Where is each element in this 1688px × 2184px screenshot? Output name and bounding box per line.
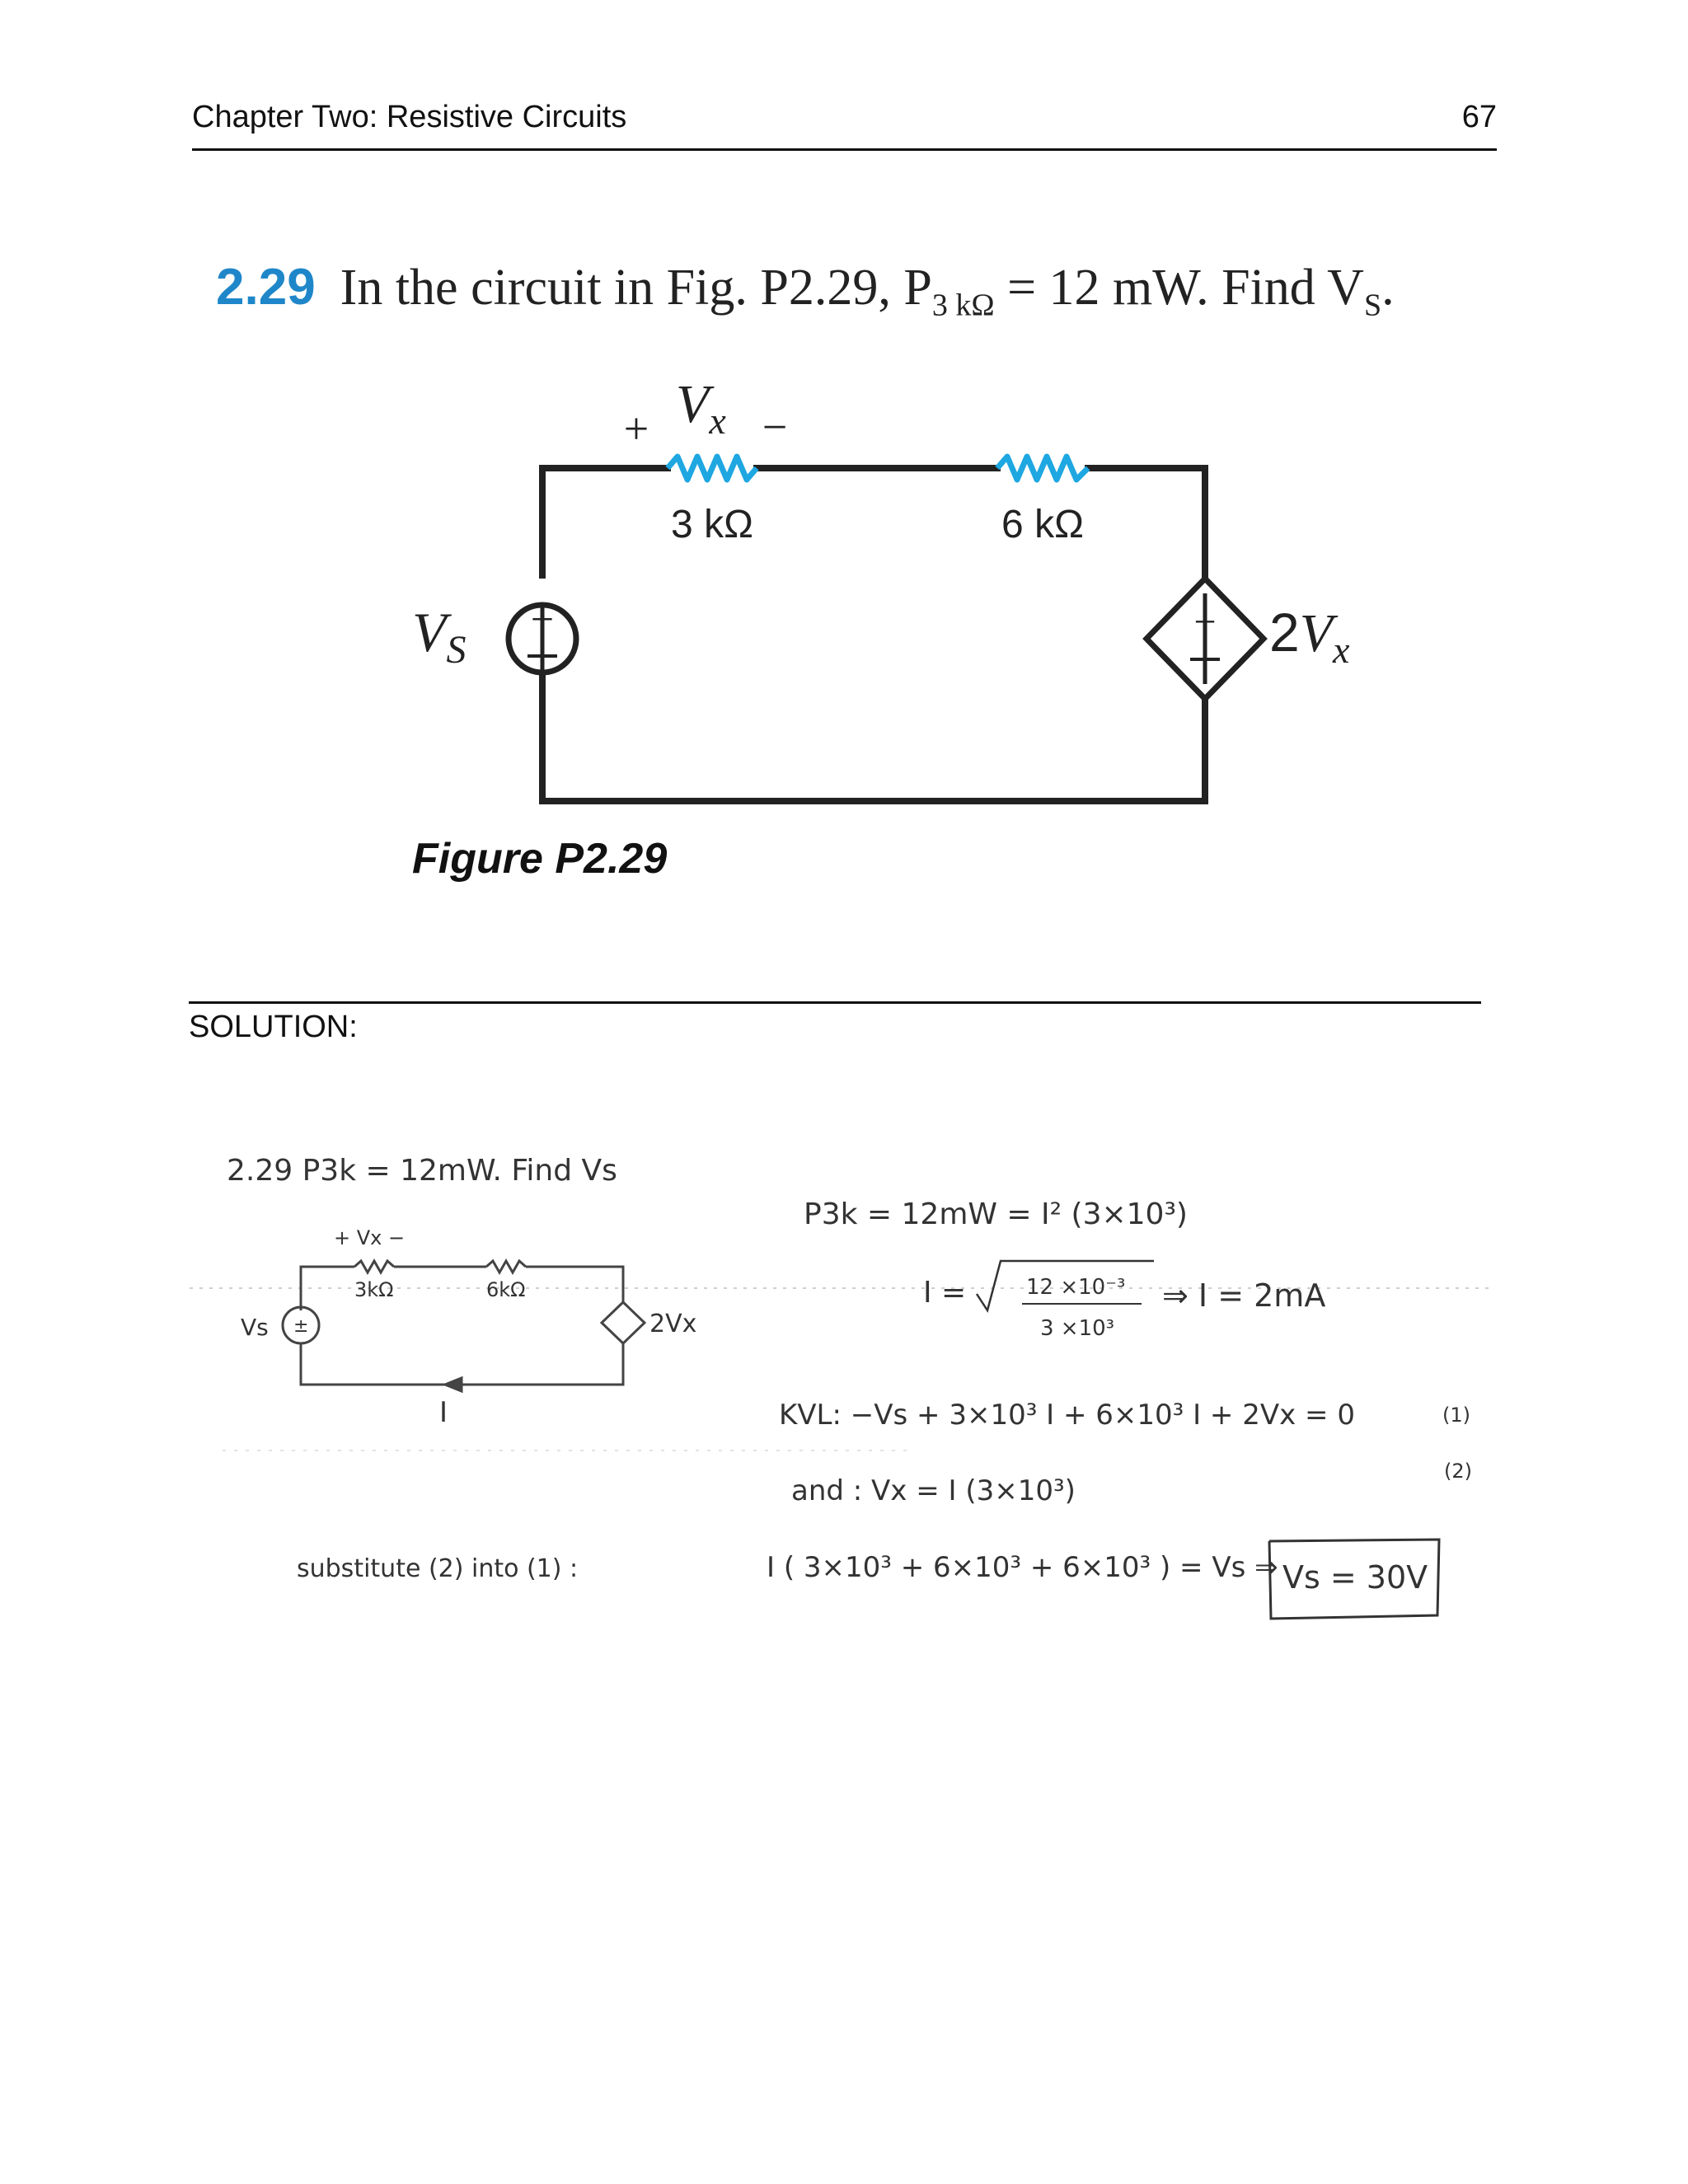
hw-and-line: and : Vx = I (3×10³) (791, 1474, 1076, 1507)
svg-text:+: + (530, 596, 555, 642)
vx-minus: − (762, 402, 788, 452)
svg-text:±: ± (293, 1316, 309, 1337)
circuit-figure (363, 371, 1401, 832)
hw-line2-den: 3 ×10³ (1040, 1316, 1115, 1341)
hw-answer: Vs = 30V (1282, 1559, 1428, 1596)
problem-statement (216, 259, 1395, 323)
problem-number: 2.29 (216, 259, 316, 316)
hw-line2-num: 12 ×10⁻³ (1026, 1275, 1126, 1300)
problem-end: . (1381, 260, 1395, 316)
hw-sketch-dep: 2Vx (649, 1310, 697, 1338)
dependent-source-label: $2V_x$ (1269, 602, 1350, 671)
right-top-wire (1088, 468, 1205, 579)
dependent-source (1146, 579, 1264, 699)
power-subscript: 3 kΩ (931, 288, 995, 323)
hw-title: 2.29 P3k = 12mW. Find Vs (227, 1154, 617, 1188)
hw-sketch-current: I (439, 1396, 448, 1429)
hw-circuit-sketch (283, 1261, 645, 1391)
svg-text:+: + (1193, 600, 1217, 644)
bottom-wire (542, 699, 1205, 801)
page-number: 67 (1461, 100, 1497, 134)
hw-line2-lhs: I = (923, 1276, 967, 1310)
vs-label: $V_S$ (412, 601, 467, 672)
problem-text-before: In the circuit in Fig. P2.29, P (340, 260, 932, 316)
vs-subscript: S (1363, 288, 1382, 323)
handwritten-solution (0, 1137, 1688, 1673)
problem-text-after: = 12 mW. Find V (994, 260, 1364, 316)
hw-eq2-tag: (2) (1444, 1460, 1472, 1483)
hw-line1: P3k = 12mW = I² (3×10³) (804, 1197, 1188, 1231)
chapter-title: Chapter Two: Resistive Circuits (192, 100, 627, 134)
resistor-6k-label: 6 kΩ (1001, 503, 1084, 546)
hw-sketch-r1: 3kΩ (354, 1278, 394, 1301)
resistor-3k (668, 457, 757, 480)
hw-sketch-r2: 6kΩ (486, 1278, 526, 1301)
hw-substitute-eq: I ( 3×10³ + 6×10³ + 6×10³ ) = Vs ⇒ (767, 1551, 1278, 1584)
resistor-6k (997, 457, 1088, 480)
independent-source (509, 596, 576, 673)
hw-eq1-tag: (1) (1442, 1404, 1470, 1427)
hw-sketch-vs: Vs (241, 1314, 269, 1341)
figure-caption: Figure P2.29 (412, 835, 668, 883)
hw-kvl: KVL: −Vs + 3×10³ I + 6×10³ I + 2Vx = 0 (779, 1399, 1355, 1432)
resistor-3k-label: 3 kΩ (671, 503, 753, 546)
hw-line2-result: ⇒ I = 2mA (1162, 1277, 1326, 1314)
vx-plus: + (623, 404, 649, 453)
hw-substitute-label: substitute (2) into (1) : (297, 1554, 579, 1583)
solution-divider (189, 1001, 1481, 1004)
running-header (192, 97, 1497, 151)
solution-label: SOLUTION: (189, 1010, 358, 1044)
top-wire (542, 468, 668, 575)
vx-label: $V_x$ (676, 374, 726, 442)
hw-sketch-vx: + Vx − (334, 1226, 406, 1249)
